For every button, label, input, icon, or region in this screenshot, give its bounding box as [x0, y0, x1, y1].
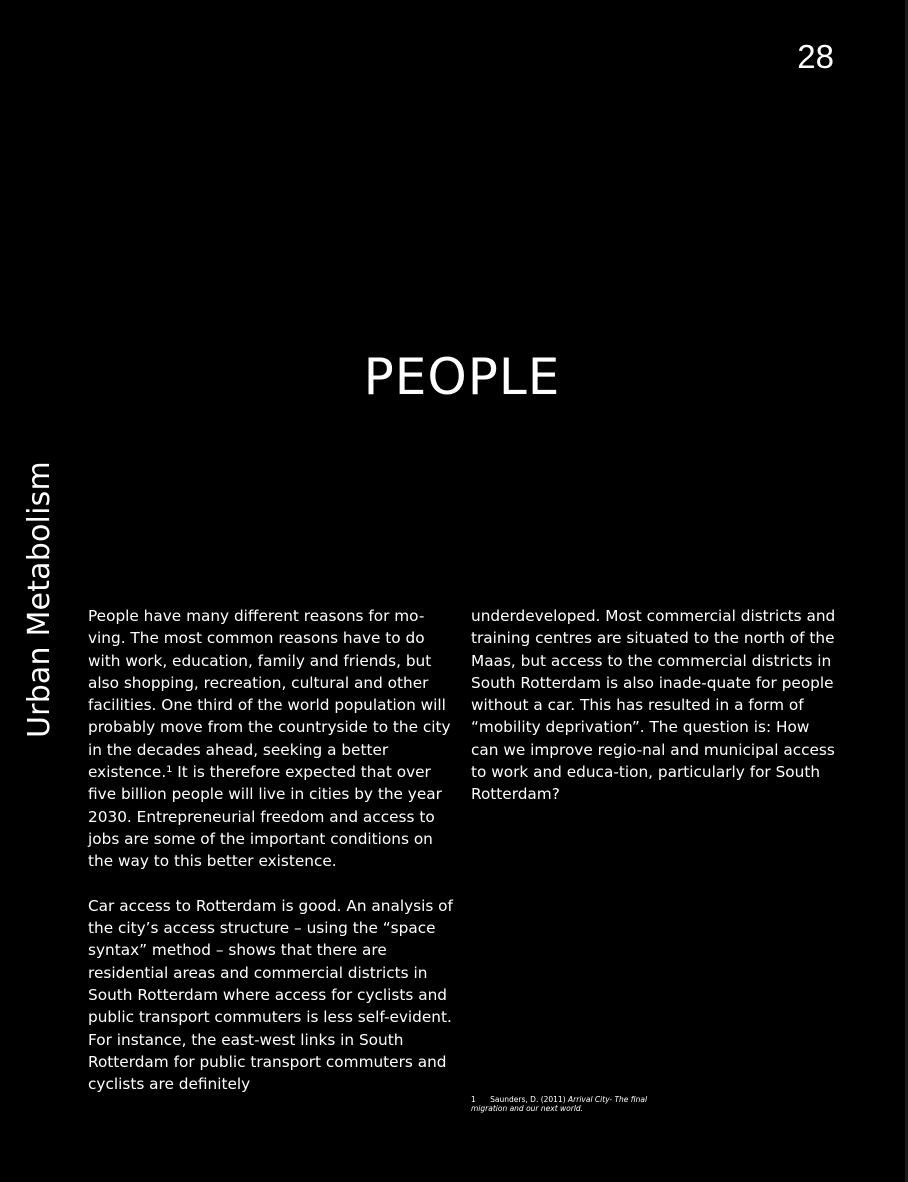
page-heading: PEOPLE [363, 348, 561, 406]
side-title: Urban Metabolism [22, 461, 57, 738]
paragraph: Car access to Rotterdam is good. An analysis of the city’s access structure – using the “space syntax” method – shows that there are residential areas and commercial districts in South Rotterdam where access for cyclists and public transport commuters is less self-evident. For instance, the east-west links in South Rotterdam for public transport commuters and cyclists are definitely [88, 896, 453, 1094]
page-number: 28 [797, 38, 834, 75]
right-column [471, 605, 836, 806]
footnote-author: Saunders, D. (2011) [490, 1095, 566, 1104]
footnote [471, 1095, 671, 1113]
footnote-title: Arrival City- The final migration and our next world. [471, 1095, 648, 1113]
paragraph: underdeveloped. Most commercial districts and training centres are situated to the north of the Maas, but access to the commercial districts in South Rotterdam is also inade-quate for people without a car. This has resulted in a form of “mobility deprivation”. The question is: How can we improve regio-nal and municipal access to work and educa-tion, particularly for South Rotterdam? [471, 607, 836, 804]
left-column [88, 605, 453, 1096]
paragraph: People have many different reasons for mo-ving. The most common reasons have to do with work, education, family and friends, but also shopping, recreation, cultural and other facilities. One third of the world population will probably move from the countryside to the city in the decades ahead, seeking a better existence.¹ It is therefore expected that over five billion people will live in cities by the year 2030. Entrepreneurial freedom and access to jobs are some of the important conditions on the way to this better existence. [88, 607, 451, 871]
footnote-number: 1 [471, 1095, 476, 1104]
